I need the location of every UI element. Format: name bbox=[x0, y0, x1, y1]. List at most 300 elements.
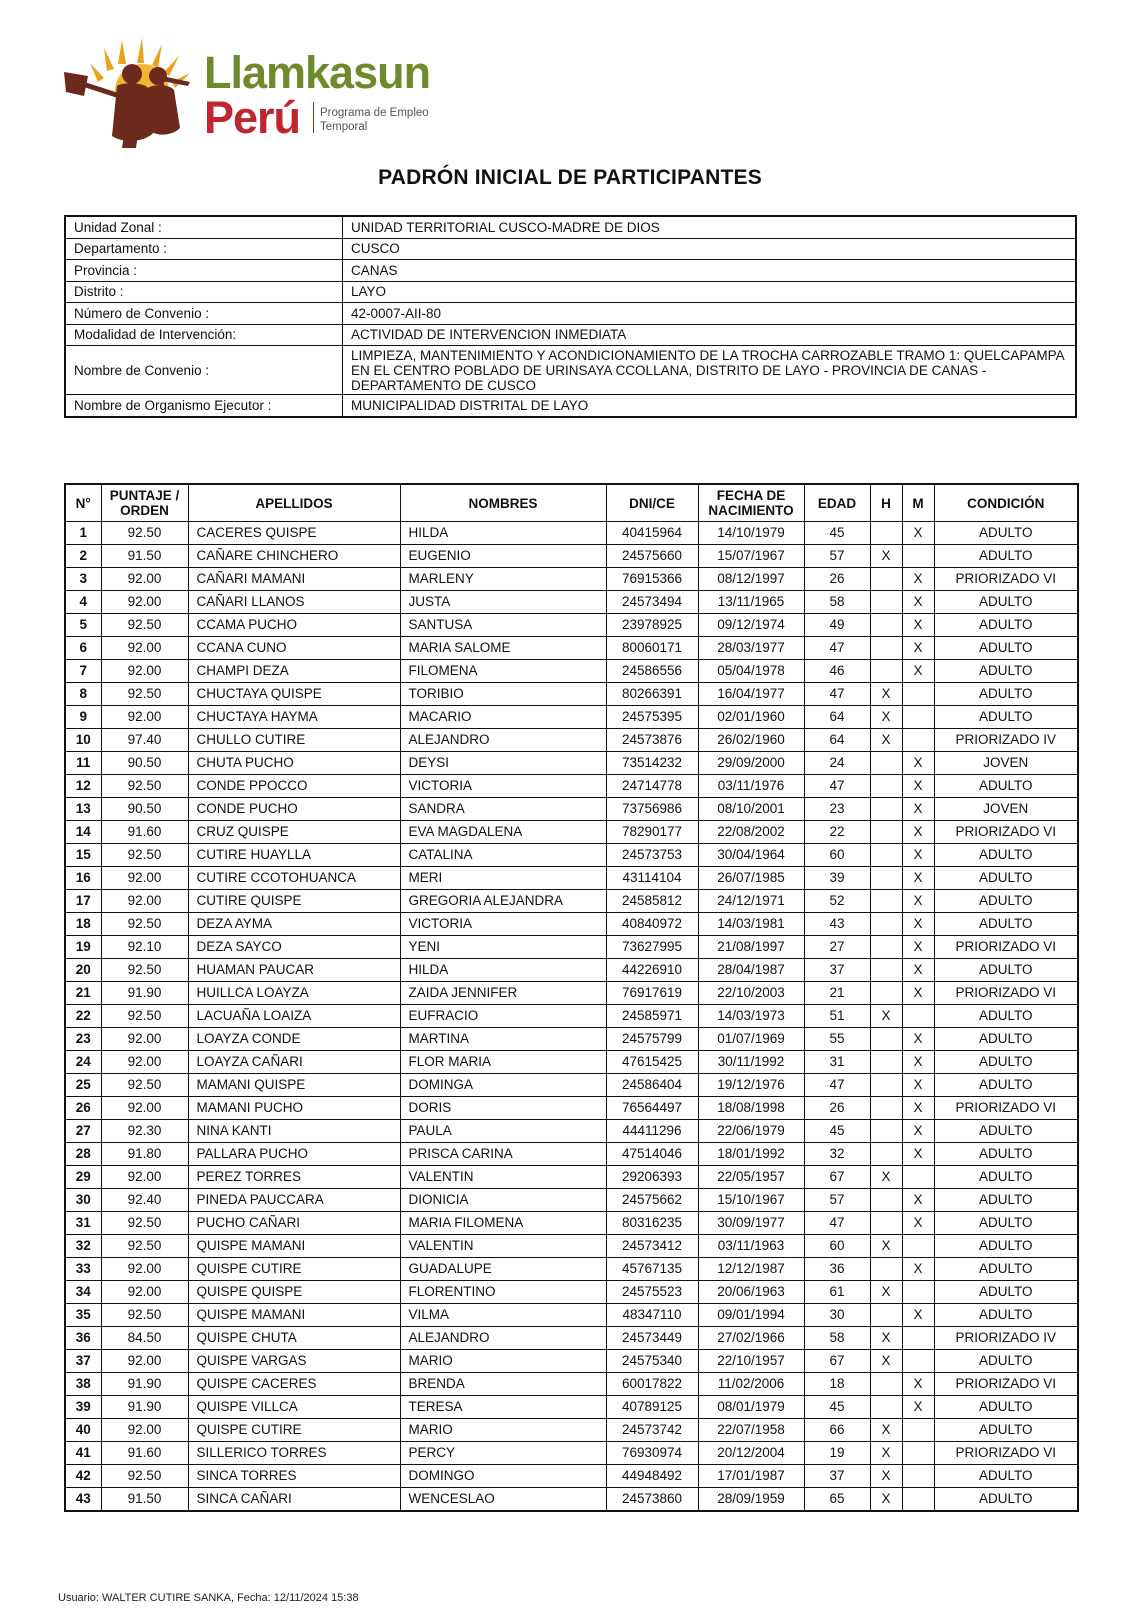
cell-age: 52 bbox=[804, 890, 870, 913]
cell-names: VALENTIN bbox=[400, 1166, 606, 1189]
convenio-info-table bbox=[64, 215, 1077, 418]
cell-number: 12 bbox=[65, 775, 101, 798]
table-row bbox=[65, 1028, 1078, 1051]
cell-number: 23 bbox=[65, 1028, 101, 1051]
cell-birthdate: 27/02/1966 bbox=[698, 1327, 804, 1350]
cell-number: 15 bbox=[65, 844, 101, 867]
col-header-age: EDAD bbox=[804, 484, 870, 522]
cell-condition: PRIORIZADO VI bbox=[934, 936, 1078, 959]
cell-score: 92.50 bbox=[101, 683, 188, 706]
cell-number: 6 bbox=[65, 637, 101, 660]
cell-dni: 24573876 bbox=[606, 729, 698, 752]
cell-dni: 24586556 bbox=[606, 660, 698, 683]
cell-surnames: SINCA CAÑARI bbox=[188, 1488, 400, 1512]
cell-score: 92.00 bbox=[101, 1028, 188, 1051]
table-row bbox=[65, 1189, 1078, 1212]
cell-surnames: CHUCTAYA HAYMA bbox=[188, 706, 400, 729]
table-header-row bbox=[65, 484, 1078, 522]
cell-male: X bbox=[870, 706, 902, 729]
cell-female: X bbox=[902, 1097, 934, 1120]
cell-score: 92.30 bbox=[101, 1120, 188, 1143]
logo-divider bbox=[313, 102, 314, 133]
cell-male bbox=[870, 1120, 902, 1143]
cell-condition: ADULTO bbox=[934, 1258, 1078, 1281]
cell-birthdate: 26/02/1960 bbox=[698, 729, 804, 752]
cell-surnames: NINA KANTI bbox=[188, 1120, 400, 1143]
table-row bbox=[65, 1258, 1078, 1281]
cell-female: X bbox=[902, 775, 934, 798]
cell-names: MARIA FILOMENA bbox=[400, 1212, 606, 1235]
cell-age: 45 bbox=[804, 1396, 870, 1419]
cell-female: X bbox=[902, 660, 934, 683]
cell-names: MARIA SALOME bbox=[400, 637, 606, 660]
info-value: CUSCO bbox=[343, 238, 1077, 260]
cell-score: 92.00 bbox=[101, 568, 188, 591]
cell-number: 1 bbox=[65, 522, 101, 545]
cell-condition: ADULTO bbox=[934, 1396, 1078, 1419]
table-row bbox=[65, 591, 1078, 614]
cell-dni: 24573860 bbox=[606, 1488, 698, 1512]
cell-number: 40 bbox=[65, 1419, 101, 1442]
cell-surnames: SINCA TORRES bbox=[188, 1465, 400, 1488]
cell-names: MARIO bbox=[400, 1419, 606, 1442]
cell-score: 92.00 bbox=[101, 591, 188, 614]
cell-condition: ADULTO bbox=[934, 1350, 1078, 1373]
cell-number: 13 bbox=[65, 798, 101, 821]
cell-condition: ADULTO bbox=[934, 1166, 1078, 1189]
cell-birthdate: 30/11/1992 bbox=[698, 1051, 804, 1074]
cell-score: 92.00 bbox=[101, 660, 188, 683]
cell-male: X bbox=[870, 1350, 902, 1373]
table-row bbox=[65, 844, 1078, 867]
cell-names: WENCESLAO bbox=[400, 1488, 606, 1512]
cell-number: 34 bbox=[65, 1281, 101, 1304]
table-row bbox=[65, 1166, 1078, 1189]
cell-surnames: QUISPE QUISPE bbox=[188, 1281, 400, 1304]
info-label: Número de Convenio : bbox=[65, 303, 343, 325]
cell-score: 91.50 bbox=[101, 1488, 188, 1512]
cell-birthdate: 02/01/1960 bbox=[698, 706, 804, 729]
table-row bbox=[65, 1488, 1078, 1512]
cell-condition: JOVEN bbox=[934, 752, 1078, 775]
table-row bbox=[65, 936, 1078, 959]
cell-male bbox=[870, 1143, 902, 1166]
cell-names: FLORENTINO bbox=[400, 1281, 606, 1304]
cell-female bbox=[902, 683, 934, 706]
cell-condition: ADULTO bbox=[934, 959, 1078, 982]
cell-male bbox=[870, 522, 902, 545]
cell-dni: 24573412 bbox=[606, 1235, 698, 1258]
cell-names: HILDA bbox=[400, 522, 606, 545]
table-row bbox=[65, 545, 1078, 568]
cell-female bbox=[902, 706, 934, 729]
cell-birthdate: 28/03/1977 bbox=[698, 637, 804, 660]
cell-age: 45 bbox=[804, 1120, 870, 1143]
cell-male bbox=[870, 591, 902, 614]
cell-condition: ADULTO bbox=[934, 660, 1078, 683]
cell-age: 22 bbox=[804, 821, 870, 844]
cell-age: 39 bbox=[804, 867, 870, 890]
cell-female: X bbox=[902, 1120, 934, 1143]
cell-condition: ADULTO bbox=[934, 614, 1078, 637]
cell-birthdate: 16/04/1977 bbox=[698, 683, 804, 706]
cell-number: 37 bbox=[65, 1350, 101, 1373]
cell-score: 92.50 bbox=[101, 522, 188, 545]
cell-dni: 24585812 bbox=[606, 890, 698, 913]
info-value: UNIDAD TERRITORIAL CUSCO-MADRE DE DIOS bbox=[343, 216, 1077, 238]
cell-male: X bbox=[870, 729, 902, 752]
cell-male bbox=[870, 775, 902, 798]
cell-number: 25 bbox=[65, 1074, 101, 1097]
table-row bbox=[65, 706, 1078, 729]
col-header-names: NOMBRES bbox=[400, 484, 606, 522]
cell-score: 92.50 bbox=[101, 1235, 188, 1258]
cell-male: X bbox=[870, 1281, 902, 1304]
cell-names: MARLENY bbox=[400, 568, 606, 591]
cell-age: 24 bbox=[804, 752, 870, 775]
cell-female: X bbox=[902, 1189, 934, 1212]
cell-condition: ADULTO bbox=[934, 890, 1078, 913]
cell-surnames: QUISPE CHUTA bbox=[188, 1327, 400, 1350]
cell-surnames: CONDE PPOCCO bbox=[188, 775, 400, 798]
cell-birthdate: 28/09/1959 bbox=[698, 1488, 804, 1512]
cell-condition: ADULTO bbox=[934, 1074, 1078, 1097]
cell-condition: ADULTO bbox=[934, 1120, 1078, 1143]
cell-birthdate: 20/12/2004 bbox=[698, 1442, 804, 1465]
cell-score: 92.00 bbox=[101, 890, 188, 913]
cell-birthdate: 22/06/1979 bbox=[698, 1120, 804, 1143]
cell-male: X bbox=[870, 1327, 902, 1350]
cell-score: 92.00 bbox=[101, 637, 188, 660]
cell-female: X bbox=[902, 913, 934, 936]
cell-female: X bbox=[902, 752, 934, 775]
info-label: Unidad Zonal : bbox=[65, 216, 343, 238]
cell-female bbox=[902, 1327, 934, 1350]
cell-male bbox=[870, 1396, 902, 1419]
cell-dni: 76930974 bbox=[606, 1442, 698, 1465]
cell-condition: ADULTO bbox=[934, 775, 1078, 798]
cell-surnames: CCAMA PUCHO bbox=[188, 614, 400, 637]
table-row bbox=[65, 1465, 1078, 1488]
table-row bbox=[65, 1442, 1078, 1465]
cell-age: 43 bbox=[804, 913, 870, 936]
cell-female: X bbox=[902, 890, 934, 913]
table-row bbox=[65, 959, 1078, 982]
cell-score: 92.00 bbox=[101, 1051, 188, 1074]
table-row bbox=[65, 890, 1078, 913]
cell-names: YENI bbox=[400, 936, 606, 959]
cell-age: 65 bbox=[804, 1488, 870, 1512]
cell-dni: 24575662 bbox=[606, 1189, 698, 1212]
cell-condition: ADULTO bbox=[934, 522, 1078, 545]
cell-number: 18 bbox=[65, 913, 101, 936]
logo-subtitle-line1: Programa de Empleo bbox=[320, 107, 429, 119]
cell-dni: 24575340 bbox=[606, 1350, 698, 1373]
col-header-number: N° bbox=[65, 484, 101, 522]
cell-names: DORIS bbox=[400, 1097, 606, 1120]
cell-age: 67 bbox=[804, 1166, 870, 1189]
cell-birthdate: 20/06/1963 bbox=[698, 1281, 804, 1304]
cell-score: 91.50 bbox=[101, 545, 188, 568]
cell-male bbox=[870, 821, 902, 844]
table-row bbox=[65, 775, 1078, 798]
cell-surnames: QUISPE VARGAS bbox=[188, 1350, 400, 1373]
col-header-surnames: APELLIDOS bbox=[188, 484, 400, 522]
cell-age: 47 bbox=[804, 683, 870, 706]
col-header-female: M bbox=[902, 484, 934, 522]
table-row bbox=[65, 568, 1078, 591]
cell-age: 47 bbox=[804, 637, 870, 660]
cell-surnames: CHAMPI DEZA bbox=[188, 660, 400, 683]
info-row bbox=[65, 395, 1076, 417]
cell-dni: 80316235 bbox=[606, 1212, 698, 1235]
cell-names: ALEJANDRO bbox=[400, 1327, 606, 1350]
cell-birthdate: 28/04/1987 bbox=[698, 959, 804, 982]
cell-dni: 24714778 bbox=[606, 775, 698, 798]
cell-female: X bbox=[902, 1373, 934, 1396]
cell-condition: ADULTO bbox=[934, 1189, 1078, 1212]
cell-age: 49 bbox=[804, 614, 870, 637]
cell-names: FILOMENA bbox=[400, 660, 606, 683]
cell-condition: ADULTO bbox=[934, 844, 1078, 867]
cell-birthdate: 08/10/2001 bbox=[698, 798, 804, 821]
cell-condition: ADULTO bbox=[934, 867, 1078, 890]
cell-birthdate: 29/09/2000 bbox=[698, 752, 804, 775]
cell-condition: ADULTO bbox=[934, 1281, 1078, 1304]
cell-dni: 40415964 bbox=[606, 522, 698, 545]
cell-names: TERESA bbox=[400, 1396, 606, 1419]
info-label: Provincia : bbox=[65, 260, 343, 282]
cell-number: 39 bbox=[65, 1396, 101, 1419]
cell-female bbox=[902, 1442, 934, 1465]
cell-number: 3 bbox=[65, 568, 101, 591]
cell-birthdate: 09/01/1994 bbox=[698, 1304, 804, 1327]
cell-condition: ADULTO bbox=[934, 1465, 1078, 1488]
info-row bbox=[65, 216, 1076, 238]
cell-age: 64 bbox=[804, 729, 870, 752]
cell-age: 23 bbox=[804, 798, 870, 821]
cell-age: 45 bbox=[804, 522, 870, 545]
cell-female: X bbox=[902, 798, 934, 821]
cell-score: 97.40 bbox=[101, 729, 188, 752]
cell-surnames: QUISPE MAMANI bbox=[188, 1235, 400, 1258]
cell-surnames: QUISPE VILLCA bbox=[188, 1396, 400, 1419]
cell-number: 41 bbox=[65, 1442, 101, 1465]
cell-female: X bbox=[902, 1396, 934, 1419]
cell-dni: 44226910 bbox=[606, 959, 698, 982]
cell-birthdate: 14/03/1973 bbox=[698, 1005, 804, 1028]
cell-age: 30 bbox=[804, 1304, 870, 1327]
cell-birthdate: 09/12/1974 bbox=[698, 614, 804, 637]
cell-female bbox=[902, 729, 934, 752]
logo-brand-name: Llamkasun bbox=[204, 47, 431, 98]
col-header-male: H bbox=[870, 484, 902, 522]
cell-score: 91.90 bbox=[101, 982, 188, 1005]
cell-male: X bbox=[870, 1442, 902, 1465]
cell-score: 91.60 bbox=[101, 1442, 188, 1465]
cell-birthdate: 30/09/1977 bbox=[698, 1212, 804, 1235]
cell-number: 9 bbox=[65, 706, 101, 729]
cell-dni: 60017822 bbox=[606, 1373, 698, 1396]
cell-birthdate: 22/10/2003 bbox=[698, 982, 804, 1005]
cell-number: 31 bbox=[65, 1212, 101, 1235]
cell-female bbox=[902, 1488, 934, 1512]
cell-birthdate: 14/10/1979 bbox=[698, 522, 804, 545]
cell-age: 51 bbox=[804, 1005, 870, 1028]
cell-surnames: CAÑARI LLANOS bbox=[188, 591, 400, 614]
cell-names: EVA MAGDALENA bbox=[400, 821, 606, 844]
cell-number: 11 bbox=[65, 752, 101, 775]
cell-birthdate: 08/12/1997 bbox=[698, 568, 804, 591]
cell-number: 26 bbox=[65, 1097, 101, 1120]
cell-number: 29 bbox=[65, 1166, 101, 1189]
cell-female bbox=[902, 1166, 934, 1189]
cell-condition: ADULTO bbox=[934, 706, 1078, 729]
cell-female: X bbox=[902, 637, 934, 660]
cell-age: 58 bbox=[804, 1327, 870, 1350]
cell-surnames: MAMANI PUCHO bbox=[188, 1097, 400, 1120]
cell-surnames: CUTIRE QUISPE bbox=[188, 890, 400, 913]
cell-female: X bbox=[902, 614, 934, 637]
cell-female: X bbox=[902, 1028, 934, 1051]
cell-names: PAULA bbox=[400, 1120, 606, 1143]
info-row bbox=[65, 260, 1076, 282]
cell-male bbox=[870, 1074, 902, 1097]
cell-score: 91.90 bbox=[101, 1396, 188, 1419]
cell-names: PERCY bbox=[400, 1442, 606, 1465]
cell-number: 5 bbox=[65, 614, 101, 637]
cell-female: X bbox=[902, 867, 934, 890]
cell-dni: 24575660 bbox=[606, 545, 698, 568]
cell-number: 42 bbox=[65, 1465, 101, 1488]
info-value: LAYO bbox=[343, 281, 1077, 303]
cell-surnames: DEZA AYMA bbox=[188, 913, 400, 936]
cell-number: 27 bbox=[65, 1120, 101, 1143]
table-row bbox=[65, 1350, 1078, 1373]
cell-number: 2 bbox=[65, 545, 101, 568]
table-row bbox=[65, 1396, 1078, 1419]
cell-dni: 24575395 bbox=[606, 706, 698, 729]
cell-score: 90.50 bbox=[101, 798, 188, 821]
cell-names: VALENTIN bbox=[400, 1235, 606, 1258]
cell-age: 61 bbox=[804, 1281, 870, 1304]
cell-names: ALEJANDRO bbox=[400, 729, 606, 752]
cell-score: 92.10 bbox=[101, 936, 188, 959]
table-row bbox=[65, 1235, 1078, 1258]
cell-birthdate: 05/04/1978 bbox=[698, 660, 804, 683]
cell-score: 92.40 bbox=[101, 1189, 188, 1212]
info-value: CANAS bbox=[343, 260, 1077, 282]
cell-surnames: QUISPE CUTIRE bbox=[188, 1258, 400, 1281]
cell-male bbox=[870, 1304, 902, 1327]
logo-subtitle bbox=[320, 106, 429, 134]
cell-birthdate: 26/07/1985 bbox=[698, 867, 804, 890]
cell-female: X bbox=[902, 982, 934, 1005]
cell-condition: ADULTO bbox=[934, 1419, 1078, 1442]
cell-number: 7 bbox=[65, 660, 101, 683]
cell-female: X bbox=[902, 1304, 934, 1327]
cell-age: 47 bbox=[804, 775, 870, 798]
cell-condition: ADULTO bbox=[934, 913, 1078, 936]
cell-score: 92.50 bbox=[101, 1465, 188, 1488]
cell-score: 92.00 bbox=[101, 1350, 188, 1373]
participants-table bbox=[64, 483, 1079, 1512]
cell-male: X bbox=[870, 1419, 902, 1442]
cell-male bbox=[870, 936, 902, 959]
cell-names: GREGORIA ALEJANDRA bbox=[400, 890, 606, 913]
cell-age: 57 bbox=[804, 545, 870, 568]
cell-surnames: QUISPE CUTIRE bbox=[188, 1419, 400, 1442]
cell-male: X bbox=[870, 1488, 902, 1512]
cell-surnames: PALLARA PUCHO bbox=[188, 1143, 400, 1166]
cell-dni: 47514046 bbox=[606, 1143, 698, 1166]
cell-age: 55 bbox=[804, 1028, 870, 1051]
cell-surnames: QUISPE CACERES bbox=[188, 1373, 400, 1396]
cell-surnames: CACERES QUISPE bbox=[188, 522, 400, 545]
cell-dni: 24575523 bbox=[606, 1281, 698, 1304]
cell-number: 28 bbox=[65, 1143, 101, 1166]
table-row bbox=[65, 1419, 1078, 1442]
cell-number: 17 bbox=[65, 890, 101, 913]
cell-score: 92.50 bbox=[101, 775, 188, 798]
info-label: Distrito : bbox=[65, 281, 343, 303]
cell-age: 67 bbox=[804, 1350, 870, 1373]
cell-male bbox=[870, 959, 902, 982]
cell-condition: ADULTO bbox=[934, 637, 1078, 660]
cell-surnames: CUTIRE HUAYLLA bbox=[188, 844, 400, 867]
cell-condition: PRIORIZADO VI bbox=[934, 1373, 1078, 1396]
cell-male bbox=[870, 752, 902, 775]
cell-male: X bbox=[870, 1235, 902, 1258]
cell-names: HILDA bbox=[400, 959, 606, 982]
cell-age: 66 bbox=[804, 1419, 870, 1442]
cell-dni: 73627995 bbox=[606, 936, 698, 959]
cell-surnames: CAÑARI MAMANI bbox=[188, 568, 400, 591]
cell-condition: PRIORIZADO VI bbox=[934, 568, 1078, 591]
cell-birthdate: 03/11/1976 bbox=[698, 775, 804, 798]
cell-score: 91.90 bbox=[101, 1373, 188, 1396]
table-row bbox=[65, 1074, 1078, 1097]
cell-birthdate: 12/12/1987 bbox=[698, 1258, 804, 1281]
cell-condition: PRIORIZADO VI bbox=[934, 982, 1078, 1005]
cell-names: MERI bbox=[400, 867, 606, 890]
cell-birthdate: 14/03/1981 bbox=[698, 913, 804, 936]
cell-number: 43 bbox=[65, 1488, 101, 1512]
cell-birthdate: 21/08/1997 bbox=[698, 936, 804, 959]
cell-dni: 24586404 bbox=[606, 1074, 698, 1097]
info-label: Nombre de Organismo Ejecutor : bbox=[65, 395, 343, 417]
cell-surnames: CCANA CUNO bbox=[188, 637, 400, 660]
cell-age: 32 bbox=[804, 1143, 870, 1166]
cell-number: 24 bbox=[65, 1051, 101, 1074]
cell-condition: ADULTO bbox=[934, 1488, 1078, 1512]
cell-dni: 78290177 bbox=[606, 821, 698, 844]
cell-age: 31 bbox=[804, 1051, 870, 1074]
cell-number: 30 bbox=[65, 1189, 101, 1212]
cell-surnames: PUCHO CAÑARI bbox=[188, 1212, 400, 1235]
table-row bbox=[65, 913, 1078, 936]
cell-number: 10 bbox=[65, 729, 101, 752]
cell-names: SANTUSA bbox=[400, 614, 606, 637]
cell-female: X bbox=[902, 1143, 934, 1166]
table-row bbox=[65, 821, 1078, 844]
cell-number: 32 bbox=[65, 1235, 101, 1258]
table-row bbox=[65, 1120, 1078, 1143]
cell-number: 38 bbox=[65, 1373, 101, 1396]
cell-score: 84.50 bbox=[101, 1327, 188, 1350]
cell-number: 19 bbox=[65, 936, 101, 959]
cell-score: 92.00 bbox=[101, 1097, 188, 1120]
